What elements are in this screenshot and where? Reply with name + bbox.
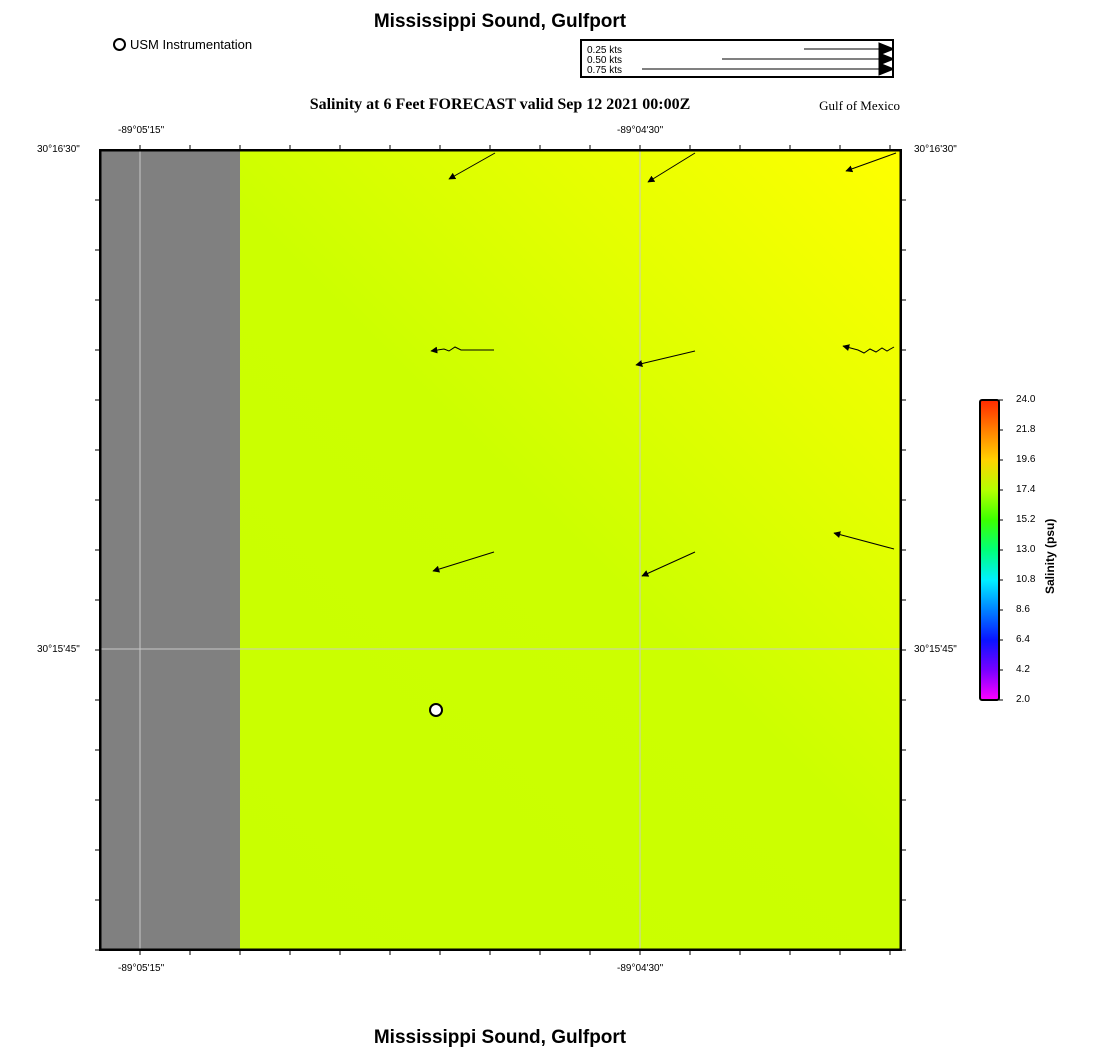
colorbar-tick: 6.4 (1016, 634, 1030, 645)
region-label: Gulf of Mexico (819, 98, 900, 113)
lat-label-right-2: 30°15'45" (914, 644, 957, 655)
frame-outer-ticks (90, 140, 912, 960)
current-speed-key (580, 39, 894, 78)
colorbar-tick: 19.6 (1016, 454, 1036, 465)
colorbar-tick: 24.0 (1016, 394, 1036, 405)
colorbar-tick: 15.2 (1016, 514, 1036, 525)
speed-key-label-025: 0.25 kts (587, 45, 623, 56)
figure-title: Mississippi Sound, Gulfport (373, 11, 627, 32)
salinity-colorbar (976, 396, 1006, 706)
colorbar-tick: 8.6 (1016, 604, 1030, 615)
map-title: Salinity at 6 Feet FORECAST valid Sep 12 2021 00:00Z (309, 96, 691, 113)
colorbar-tick: 4.2 (1016, 664, 1030, 675)
station-legend-label: USM Instrumentation (130, 37, 253, 52)
colorbar-tick: 10.8 (1016, 574, 1036, 585)
station-legend (113, 37, 252, 52)
colorbar-title: Salinity (psu) (1043, 518, 1057, 594)
open-circle-icon (113, 38, 126, 51)
colorbar-tick: 21.8 (1016, 424, 1036, 435)
figure-footer-title: Mississippi Sound, Gulfport (373, 1027, 627, 1048)
lat-label-left-2: 30°15'45" (37, 644, 80, 655)
lon-label-bottom-1: -89°05'15" (118, 963, 165, 974)
lat-label-right-1: 30°16'30" (914, 144, 957, 155)
speed-key-label-050: 0.50 kts (587, 55, 623, 66)
colorbar-tick: 13.0 (1016, 544, 1036, 555)
lon-label-bottom-2: -89°04'30" (617, 963, 664, 974)
lat-label-left-1: 30°16'30" (37, 144, 80, 155)
speed-key-arrows (580, 39, 894, 78)
lon-label-top-2: -89°04'30" (617, 125, 664, 136)
colorbar-tick: 2.0 (1016, 694, 1030, 705)
lon-label-top-1: -89°05'15" (118, 125, 165, 136)
colorbar-tick: 17.4 (1016, 484, 1036, 495)
speed-key-label-075: 0.75 kts (587, 65, 623, 76)
